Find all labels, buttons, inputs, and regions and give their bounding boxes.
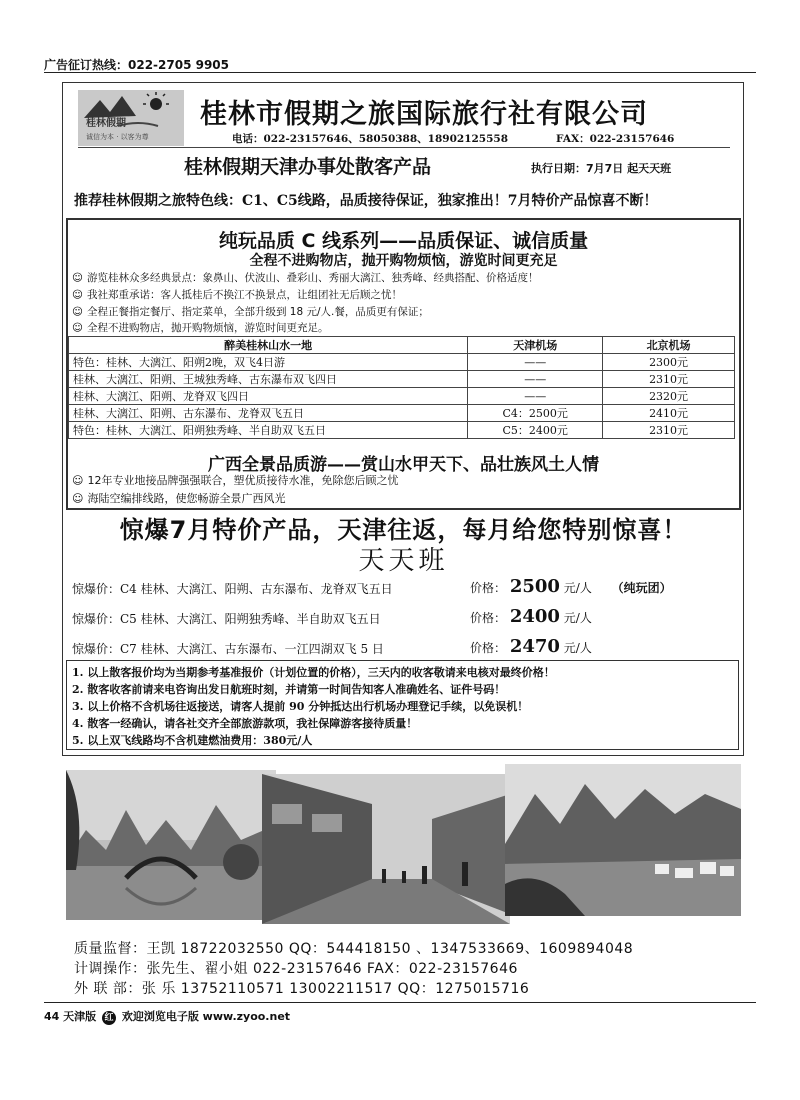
offer-label: 惊爆价：C7 桂林、大漓江、古东瀑布、一江四湖双飞 5 日 [72,642,384,656]
route-cell: 桂林、大漓江、阳朔、龙脊双飞四日 [69,388,468,405]
company-divider [78,147,730,148]
execution-date: 执行日期：7月7日 起天天班 [531,162,672,175]
table-row [69,405,735,422]
note-line: 5. 以上双飞线路均不含机建燃油费用：380元/人 [72,734,313,747]
smile-icon: ☺ [72,289,83,301]
c-series-bullet: ☺ 全程不进购物店，抛开购物烦恼，游览时间更充足。 [72,322,329,334]
guangxi-item: ☺ 12年专业地接品牌强强联合，塑优质接待水准，免除您后顾之忧 [72,474,399,487]
ad-hotline: 广告征订热线：022-2705 9905 [44,58,230,72]
table-header: 北京机场 [603,337,735,354]
contact-quality: 质量监督：王凯 18722032550 QQ：544418150 、1347533669、1609894048 [74,941,634,957]
beijing-price-cell: 2300元 [603,354,735,371]
office-title: 桂林假期天津办事处散客产品 [184,156,432,178]
table-header-row [69,337,735,354]
tianjin-price-cell: —— [468,354,603,371]
offer-row [72,606,736,627]
route-cell: 桂林、大漓江、阳朔、王城独秀峰、古东瀑布双飞四日 [69,371,468,388]
smile-icon: ☺ [72,306,83,318]
recommend-line: 推荐桂林假期之旅特色线：C1、C5线路，品质接待保证，独家推出！7月特价产品惊喜不断！ [74,193,658,209]
offer-row [72,636,736,657]
offer-price: 2400 [509,606,560,627]
price-label: 价格： [470,611,507,625]
tianjin-price-cell: C4：2500元 [468,405,603,422]
route-cell: 桂林、大漓江、阳朔、古东瀑布、龙脊双飞五日 [69,405,468,422]
route-cell: 特色：桂林、大漓江、阳朔独秀峰、半自助双飞五日 [69,422,468,439]
c-series-bullet: ☺ 我社郑重承诺：客人抵桂后不换江不换景点，让组团社无后顾之忧！ [72,289,402,301]
logo-slogan: 诚信为本 · 以客为尊 [86,133,149,141]
beijing-price-cell: 2320元 [603,388,735,405]
company-name: 桂林市假期之旅国际旅行社有限公司 [200,99,648,130]
offer-price: 2470 [509,636,560,657]
beijing-price-cell: 2410元 [603,405,735,422]
table-header: 醉美桂林山水一地 [69,337,468,354]
smile-icon: ☺ [72,322,83,334]
special-offer-headline: 惊爆7月特价产品，天津往返，每月给您特别惊喜！ [119,516,688,544]
offer-row [72,576,736,597]
price-label: 价格： [470,641,507,655]
company-phone: 电话：022-23157646、58050388、18902125558 [232,133,509,145]
c-series-title: 纯玩品质 C 线系列——品质保证、诚信质量 [218,230,589,252]
c-series-bullet: ☺ 游览桂林众多经典景点：象鼻山、伏波山、叠彩山、秀丽大漓江、独秀峰、经典搭配、价格适度！ [72,272,539,284]
price-unit: 元/人 [563,611,592,625]
beijing-price-cell: 2310元 [603,422,735,439]
table-row [69,354,735,371]
smile-icon: ☺ [72,492,84,505]
photo-karst-bridge [66,770,276,920]
table-header: 天津机场 [468,337,603,354]
offer-label: 惊爆价：C5 桂林、大漓江、阳朔独秀峰、半自助双飞五日 [72,612,381,626]
photo-karst-town [505,764,741,916]
smile-icon: ☺ [72,272,83,284]
table-row [69,388,735,405]
beijing-price-cell: 2310元 [603,371,735,388]
note-line: 2. 散客收客前请来电咨询出发日航班时刻，并请第一时间告知客人准确姓名、证件号码！ [72,683,506,696]
red-badge-icon: 红 [102,1011,116,1025]
tianjin-price-cell: —— [468,371,603,388]
tianjin-price-cell: C5：2400元 [468,422,603,439]
contact-operation: 计调操作：张先生、翟小姐 022-23157646 FAX：022-23157646 [74,961,518,977]
page-footer [44,1008,290,1025]
daily-departure: 天天班 [358,546,449,576]
contact-external: 外 联 部：张 乐 13752110571 13002211517 QQ：1275015716 [74,981,530,997]
header-divider [44,72,756,73]
table-row [69,371,735,388]
tianjin-price-cell: —— [468,388,603,405]
price-label: 价格： [470,581,507,595]
route-price-table [68,336,735,439]
c-series-subtitle: 全程不进购物店，抛开购物烦恼，游览时间更充足 [249,253,558,269]
offer-price: 2500 [509,576,560,597]
route-cell: 特色：桂林、大漓江、阳朔2晚，双飞4日游 [69,354,468,371]
smile-icon: ☺ [72,474,84,487]
table-row [69,422,735,439]
note-line: 3. 以上价格不含机场往返接送，请客人提前 90 分钟抵达出行机场办理登记手续，以免误机！ [72,700,529,713]
note-line: 4. 散客一经确认，请各社交齐全部旅游款项，我社保障游客接待质量！ [72,717,418,730]
price-unit: 元/人 [563,581,592,595]
price-unit: 元/人 [563,641,592,655]
guangxi-item: ☺ 海陆空编排线路，使您畅游全景广西风光 [72,492,286,505]
footer-link[interactable]: 欢迎浏览电子版 www.zyoo.net [121,1010,291,1023]
logo-name: 桂林假期 [86,118,126,129]
offer-label: 惊爆价：C4 桂林、大漓江、阳朔、古东瀑布、龙脊双飞五日 [72,582,393,596]
offer-tag: （纯玩团） [611,581,672,595]
guangxi-title: 广西全景品质游——赏山水甲天下、品壮族风土人情 [208,455,599,475]
footer-divider [44,1002,756,1003]
photo-west-street [262,774,510,924]
company-logo [78,90,184,146]
note-line: 1. 以上散客报价均为当期参考基准报价（计划位置的价格），三天内的收客敬请来电核对最终价格！ [72,666,555,679]
company-fax: FAX：022-23157646 [556,133,675,145]
footer-page-label: 44 天津版 [44,1010,97,1023]
c-series-bullet: ☺ 全程正餐指定餐厅、指定菜单，全部升级到 18 元/人.餐，品质更有保证； [72,306,429,318]
